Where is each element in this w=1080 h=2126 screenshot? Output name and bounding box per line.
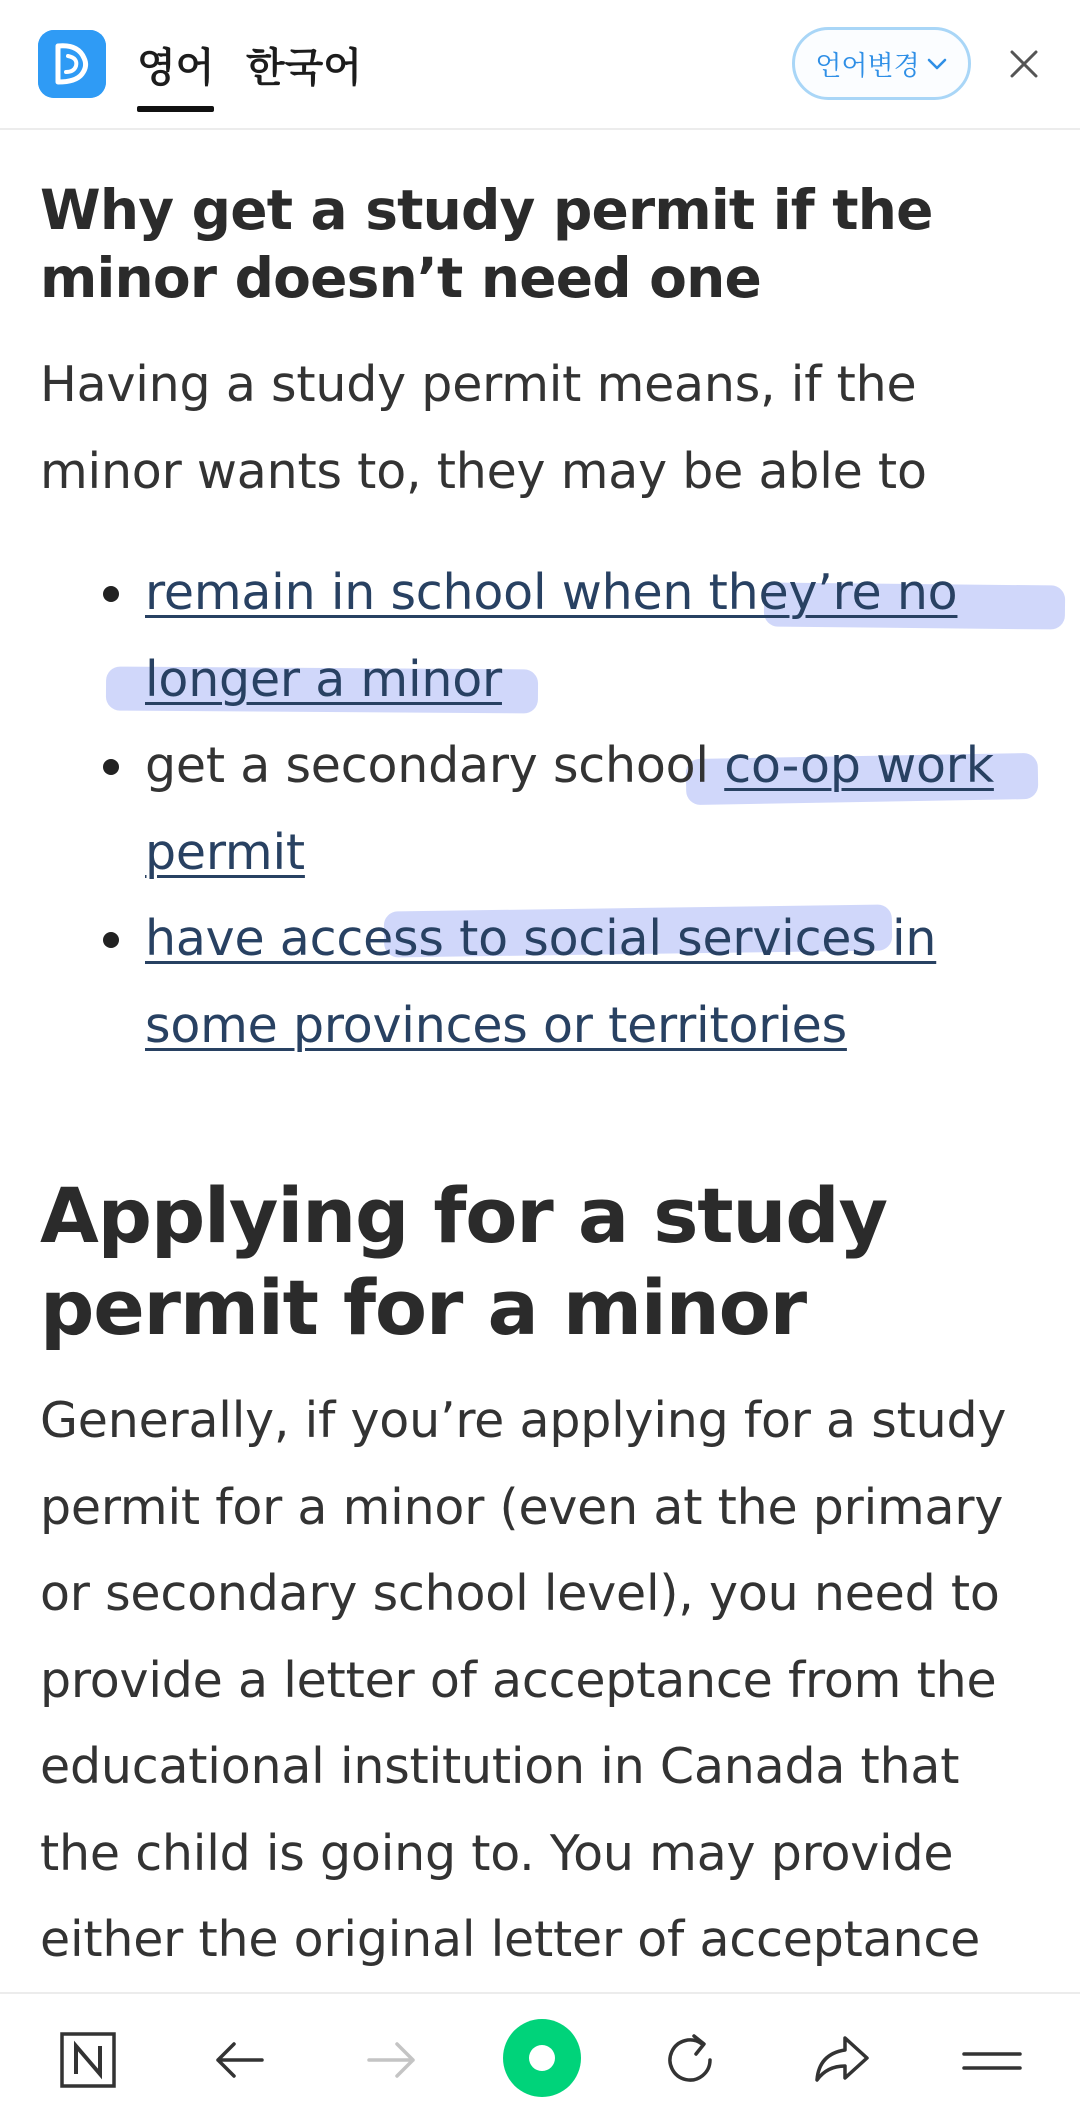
section-body-paragraph: Generally, if you’re applying for a study permit for a minor (even at the primary or secondary school level), you need to provide a letter of acceptance from the educational institution in Canada that the child is going to. You may provide either the original letter of acceptance — [40, 1392, 1007, 1968]
green-circle-icon[interactable] — [500, 2016, 584, 2100]
link-co-op-work-permit[interactable]: co-op work permit — [145, 737, 994, 881]
refresh-icon[interactable] — [654, 2024, 726, 2096]
language-change-label: 언어변경 — [815, 51, 920, 82]
link-social-services[interactable]: have access to social services in some provinces or territories — [145, 910, 937, 1054]
bullet-icon — [103, 932, 119, 948]
bullet-icon — [103, 586, 119, 602]
close-icon[interactable] — [1006, 46, 1042, 82]
bottom-toolbar — [0, 1992, 1080, 2126]
n-logo-icon[interactable] — [52, 2024, 124, 2096]
benefits-list — [40, 550, 1050, 1069]
bullet-icon — [103, 759, 119, 775]
tab-english[interactable]: 영어 — [137, 36, 214, 96]
top-header — [0, 0, 1080, 130]
list-item — [40, 896, 1050, 1069]
app-logo-icon[interactable] — [38, 30, 106, 98]
tab-korean[interactable]: 한국어 — [246, 45, 362, 91]
link-remain-in-school[interactable]: remain in school when they’re no longer a minor — [145, 564, 958, 708]
list-item — [40, 723, 1050, 896]
menu-icon[interactable] — [956, 2024, 1028, 2096]
section-heading-applying: Applying for a study permit for a minor — [40, 1171, 887, 1352]
chevron-down-icon — [926, 57, 948, 71]
section-heading-why-study-permit: Why get a study permit if the minor doesn’t need one — [40, 178, 933, 310]
forward-arrow-icon[interactable] — [355, 2024, 427, 2096]
share-icon[interactable] — [805, 2024, 877, 2096]
list-item — [40, 550, 1050, 723]
language-change-button[interactable] — [792, 27, 971, 100]
section-intro-paragraph: Having a study permit means, if the minor wants to, they may be able to — [40, 356, 927, 500]
list-item-text: get a secondary school — [145, 737, 725, 794]
back-arrow-icon[interactable] — [204, 2024, 276, 2096]
